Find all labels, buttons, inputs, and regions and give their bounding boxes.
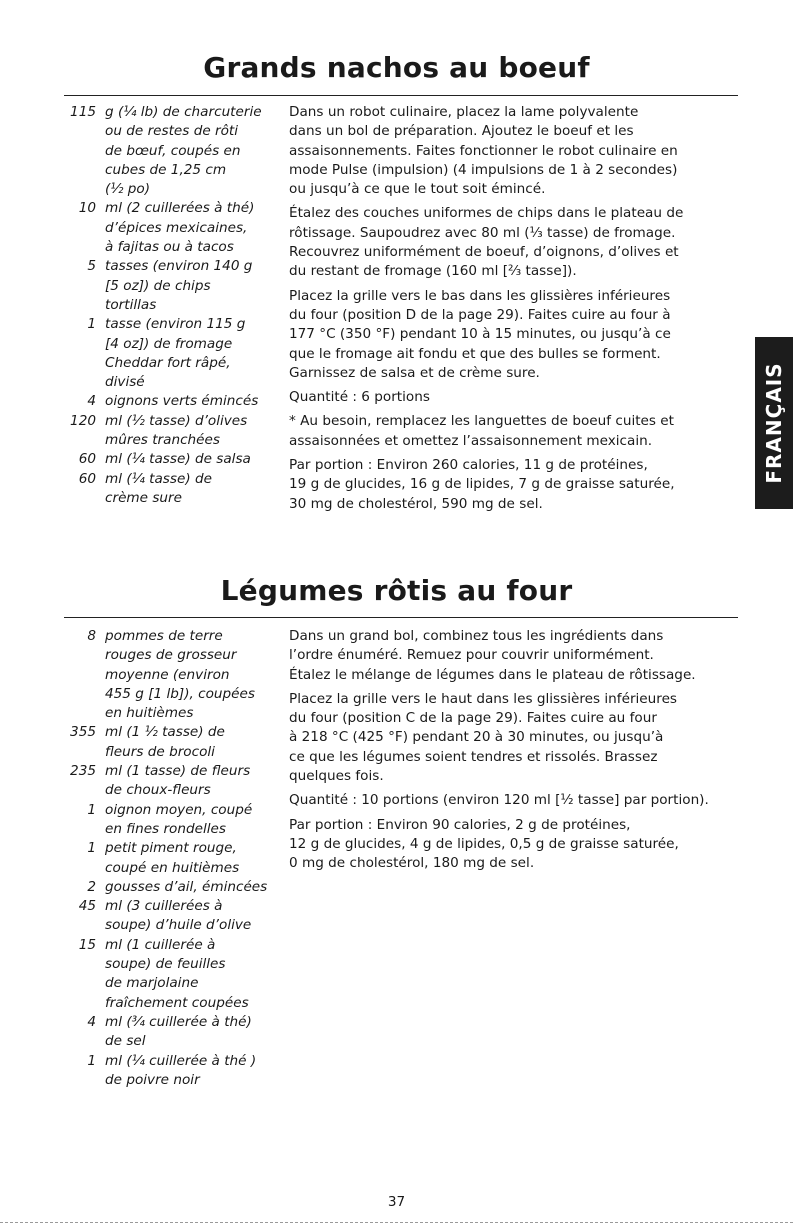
ingredient-row (62, 801, 272, 840)
ingredient-description: ml (1 ¹⁄₂ tasse) de fleurs de brocoli (105, 724, 225, 760)
ingredient-quantity: 1 (87, 1052, 96, 1069)
ingredient-quantity: 5 (87, 258, 96, 275)
ingredient-description: ml (1 tasse) de fleurs de choux-fleurs (105, 763, 251, 799)
ingredient-quantity: 15 (78, 936, 96, 953)
ingredient-quantity: 10 (78, 200, 96, 217)
ingredient-description: ml (³⁄₄ cuillerée à thé) de sel (105, 1013, 252, 1050)
ingredient-quantity: 235 (70, 763, 96, 780)
ingredient-description: tasse (environ 115 g [4 oz]) de fromage Cheddar fort râpé, divisé (105, 316, 246, 391)
ingredient-quantity: 45 (78, 898, 96, 915)
ingredient-row (62, 450, 272, 469)
ingredient-quantity: 4 (87, 1013, 96, 1030)
ingredient-row (62, 257, 272, 315)
ingredient-quantity: 8 (87, 628, 96, 644)
recipe2-ingredients (62, 627, 272, 1090)
ingredient-row (62, 470, 272, 509)
recipe1-title: Grands nachos au boeuf (203, 51, 590, 84)
recipe2-directions (289, 627, 741, 879)
ingredient-row (62, 392, 272, 411)
ingredient-description: oignon moyen, coupé en fines rondelles (105, 801, 253, 837)
direction-paragraph: Étalez des couches uniformes de chips dans le plateau de rôtissage. Saupoudrez avec 80 ml (¹⁄₃ tasse) de fromage. Recouvrez uniformément de boeuf, d’oignons, d’olives et du restant de fromage (160 ml [²⁄₃ tasse]). (289, 205, 684, 280)
recipe2-rule (64, 617, 738, 618)
language-tab-label: FRANÇAIS (762, 362, 786, 484)
ingredient-description: ml (¹⁄₄ cuillerée à thé ) de poivre noir (105, 1052, 257, 1088)
language-tab (755, 337, 793, 509)
ingredient-row (62, 762, 272, 801)
ingredient-row (62, 1013, 272, 1052)
ingredient-description: pommes de terre rouges de grosseur moyenne (environ 455 g [1 lb]), coupées en huitièmes (105, 628, 255, 722)
ingredient-description: petit piment rouge, coupé en huitièmes (105, 840, 240, 876)
ingredient-row (62, 103, 272, 199)
recipe1-ingredients (62, 103, 272, 508)
ingredient-quantity: 1 (87, 840, 96, 857)
ingredient-row (62, 936, 272, 1013)
recipe1-rule (64, 95, 738, 96)
ingredient-description: ml (3 cuillerées à soupe) d’huile d’olive (105, 898, 252, 934)
ingredient-row (62, 723, 272, 762)
ingredient-quantity: 1 (87, 801, 96, 818)
ingredient-quantity: 355 (70, 724, 96, 741)
ingredient-description: g (¹⁄₄ lb) de charcuterie ou de restes de rôti de bœuf, coupés en cubes de 1,25 cm (¹⁄₂ po) (105, 104, 262, 198)
ingredient-description: gousses d’ail, émincées (105, 878, 268, 895)
ingredient-description: oignons verts émincés (105, 393, 259, 410)
ingredient-quantity: 60 (78, 470, 96, 487)
ingredient-row (62, 839, 272, 878)
ingredient-quantity: 4 (87, 393, 96, 410)
direction-paragraph: Placez la grille vers le haut dans les glissières inférieures du four (position C de la page 29). Faites cuire au four à 218 °C (425 °F) pendant 20 à 30 minutes, ou jusqu’à ce que les légumes soient tendres et rissolés. Brassez quelques fois. (289, 690, 678, 785)
ingredient-description: ml (2 cuillerées à thé) d’épices mexicaines, à fajitas ou à tacos (105, 200, 255, 256)
direction-paragraph: Placez la grille vers le bas dans les glissières inférieures du four (position D de la page 29). Faites cuire au four à 177 °C (350 °F) pendant 10 à 15 minutes, ou jusqu’à ce que le fromage ait fondu et que des bulles se forment. Garnissez de salsa et de crème sure. (289, 287, 671, 381)
ingredient-row (62, 199, 272, 257)
ingredient-description: ml (1 cuillerée à soupe) de feuilles de marjolaine fraîchement coupées (105, 936, 249, 1011)
direction-paragraph: Quantité : 10 portions (environ 120 ml [¹⁄₂ tasse] par portion). (289, 792, 709, 809)
page-bottom-edge (0, 1222, 793, 1223)
direction-paragraph: * Au besoin, remplacez les languettes de boeuf cuites et assaisonnées et omettez l’assaisonnement mexicain. (289, 413, 675, 449)
ingredient-quantity: 120 (70, 412, 96, 429)
ingredient-description: ml (¹⁄₄ tasse) de salsa (105, 451, 251, 468)
ingredient-quantity: 2 (87, 878, 96, 895)
recipe2-title: Légumes rôtis au four (220, 574, 573, 607)
ingredient-description: tasses (environ 140 g [5 oz]) de chips tortillas (105, 258, 253, 313)
direction-paragraph: Par portion : Environ 260 calories, 11 g de protéines, 19 g de glucides, 16 g de lipides, 7 g de graisse saturée, 30 mg de cholestérol, 590 mg de sel. (289, 457, 675, 512)
ingredient-description: ml (¹⁄₂ tasse) d’olives mûres tranchées (105, 412, 248, 449)
direction-paragraph: Dans un robot culinaire, placez la lame polyvalente dans un bol de préparation. Ajoutez le boeuf et les assaisonnements. Faites fonctionner le robot culinaire en mode Pulse (impulsion) (4 impulsions de 1 à 2 secondes) ou jusqu’à ce que le tout soit émincé. (289, 104, 678, 198)
ingredient-row (62, 878, 272, 897)
recipe1-directions (289, 103, 741, 519)
ingredient-row (62, 1052, 272, 1091)
ingredient-row (62, 897, 272, 936)
ingredient-row (62, 412, 272, 451)
ingredient-quantity: 115 (70, 104, 96, 120)
ingredient-quantity: 60 (78, 451, 96, 468)
page-number: 37 (387, 1194, 406, 1210)
ingredient-description: ml (¹⁄₄ tasse) de crème sure (105, 470, 212, 506)
ingredient-row (62, 315, 272, 392)
ingredient-row (62, 627, 272, 723)
direction-paragraph: Quantité : 6 portions (289, 389, 430, 406)
direction-paragraph: Dans un grand bol, combinez tous les ingrédients dans l’ordre énuméré. Remuez pour couvrir uniformément. Étalez le mélange de légumes dans le plateau de rôtissage. (289, 628, 696, 683)
ingredient-quantity: 1 (87, 316, 96, 333)
direction-paragraph: Par portion : Environ 90 calories, 2 g de protéines, 12 g de glucides, 4 g de lipides, 0,5 g de graisse saturée, 0 mg de cholestérol, 180 mg de sel. (289, 816, 679, 872)
